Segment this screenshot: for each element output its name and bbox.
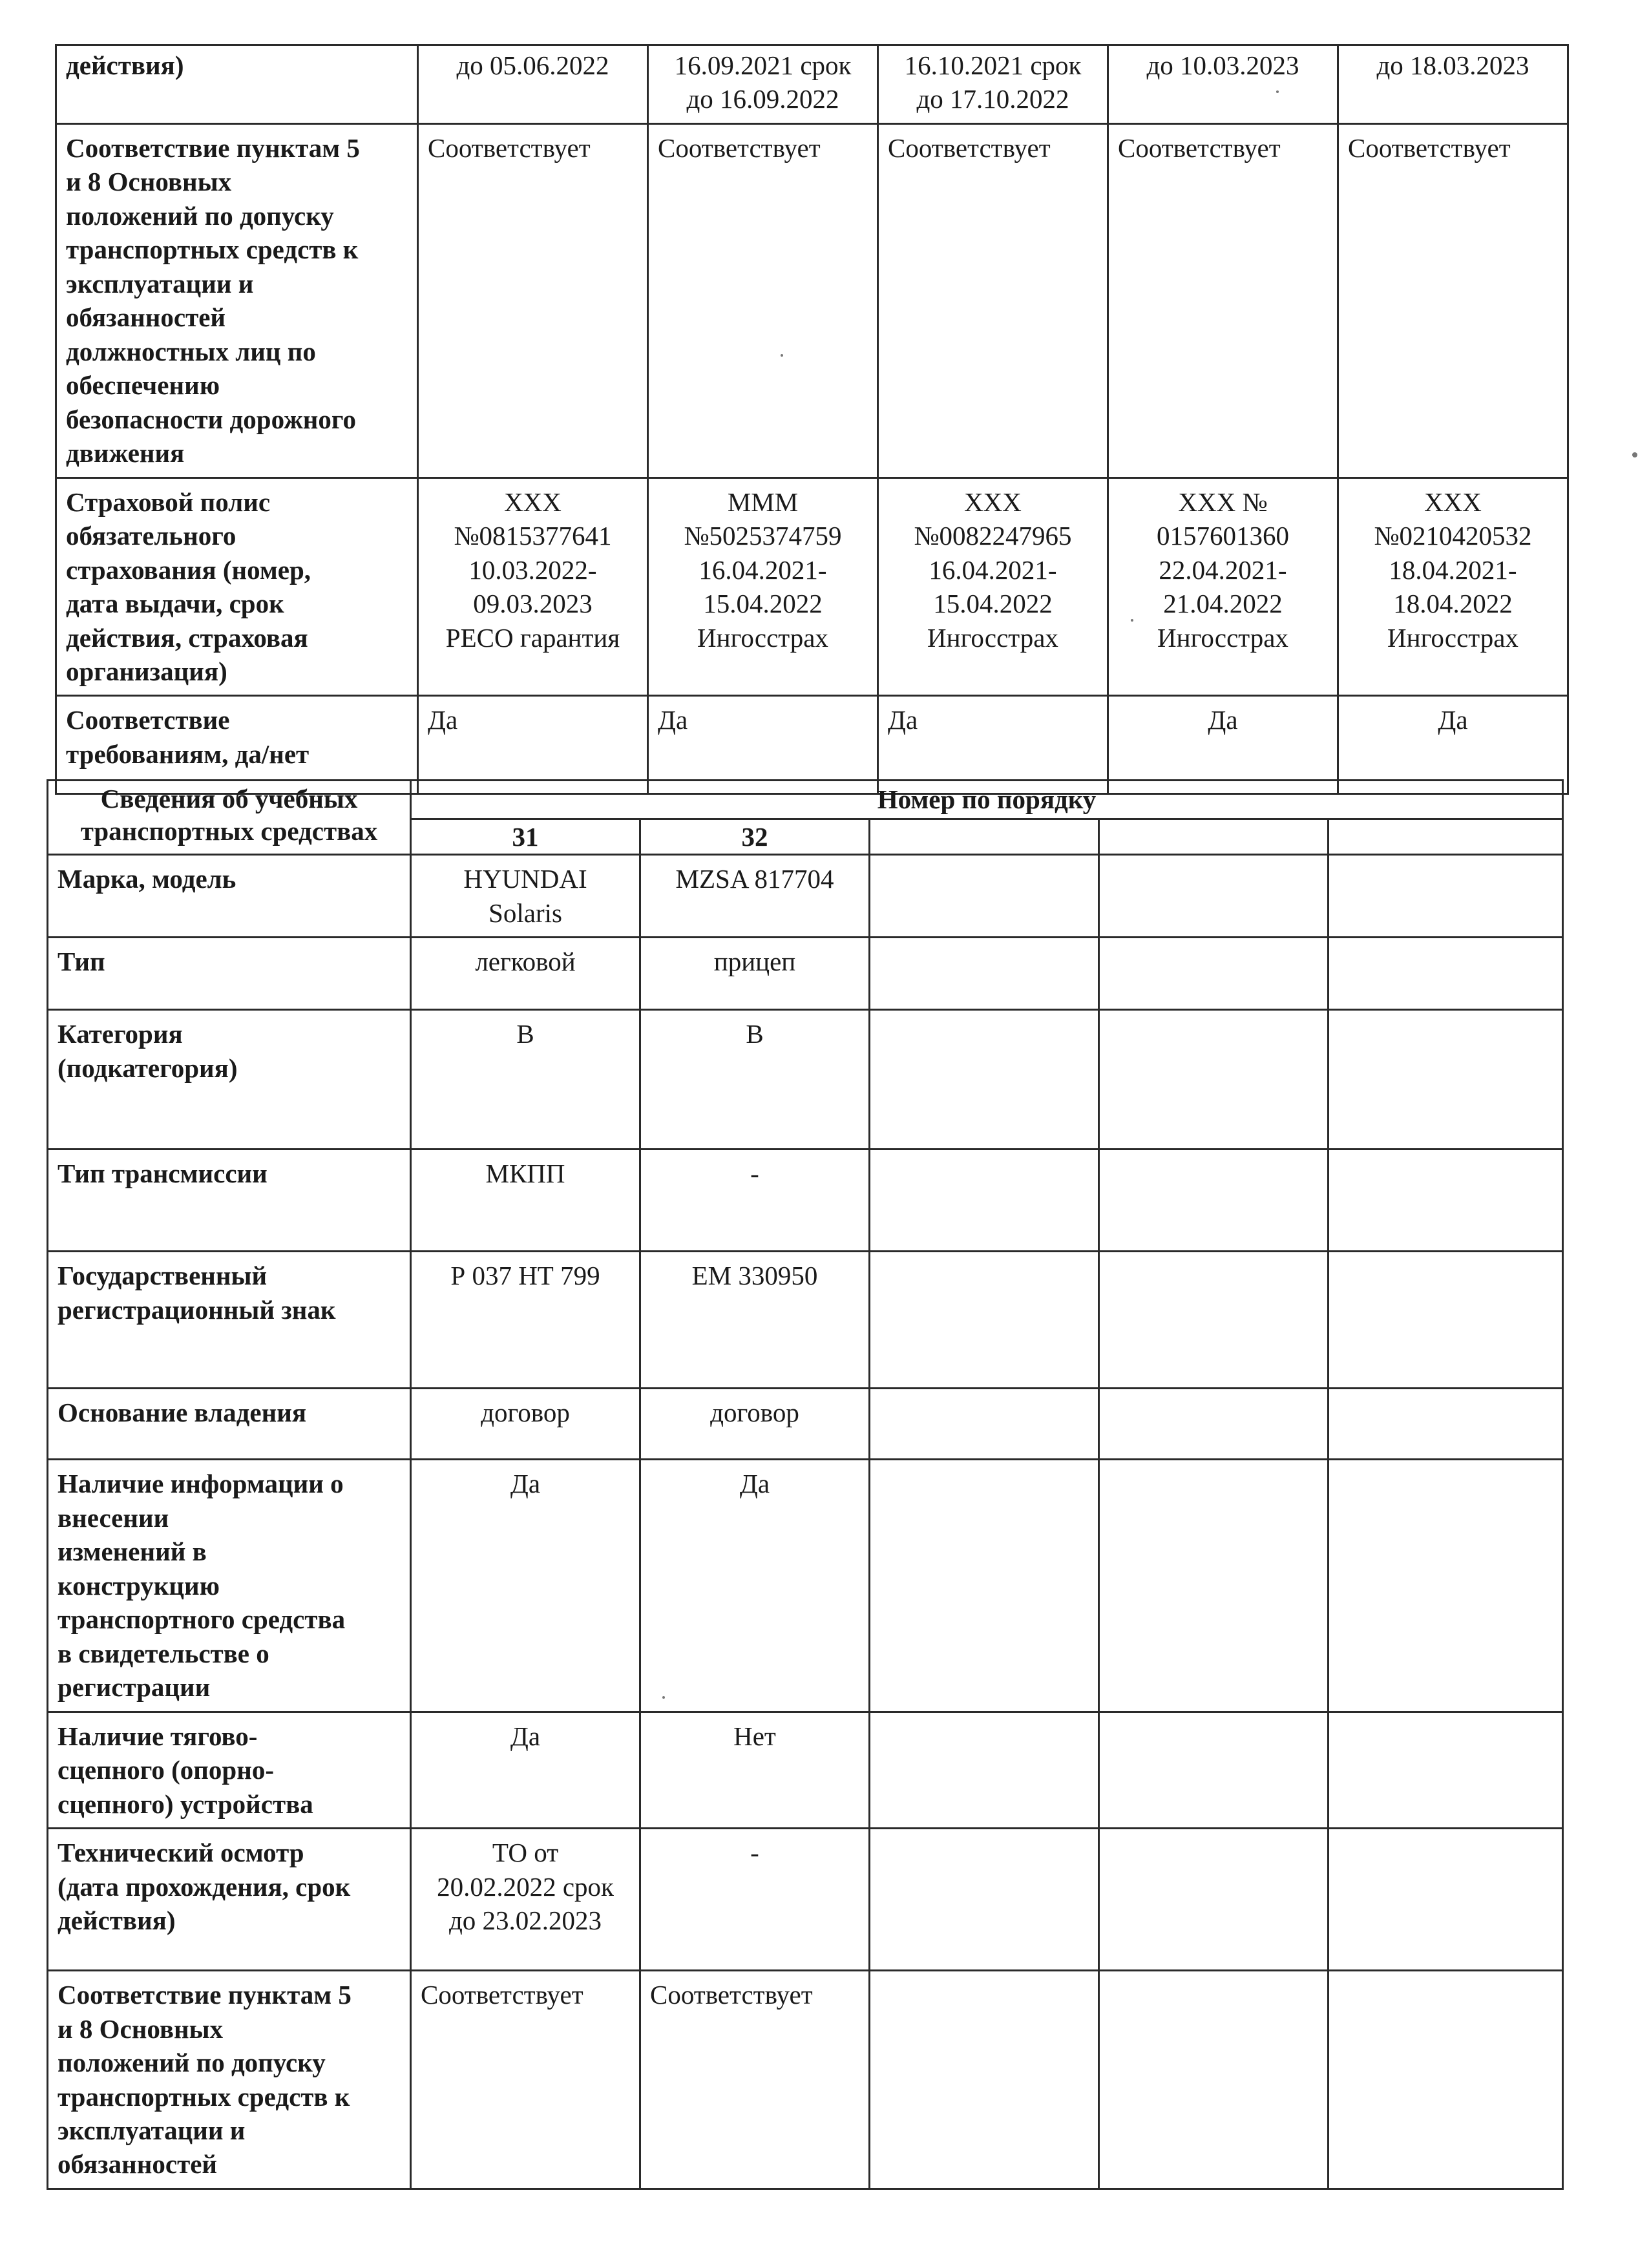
table-cell: Соответствует xyxy=(418,123,648,478)
table-cell xyxy=(1329,1460,1563,1712)
table-cell xyxy=(870,1010,1099,1150)
column-number xyxy=(870,819,1099,855)
scan-speck xyxy=(781,354,783,357)
table-cell xyxy=(870,1252,1099,1389)
table-cell xyxy=(1099,1460,1329,1712)
table-cell xyxy=(1099,855,1329,938)
table-cell: ХХХ №0210420532 18.04.2021- 18.04.2022 Ингосстрах xyxy=(1338,478,1568,696)
table-cell: В xyxy=(640,1010,870,1150)
row-label: Государственный регистрационный знак xyxy=(48,1252,411,1389)
table-row xyxy=(48,1829,1563,1971)
row-label: Марка, модель xyxy=(48,855,411,938)
table-row xyxy=(48,1010,1563,1150)
table-cell xyxy=(1329,1712,1563,1828)
table-cell xyxy=(1329,855,1563,938)
row-label: Основание владения xyxy=(48,1389,411,1460)
row-label: Страховой полис обязательного страхования (номер, дата выдачи, срок действия, страховая организация) xyxy=(56,478,418,696)
table-cell: MZSA 817704 xyxy=(640,855,870,938)
table-cell: - xyxy=(640,1829,870,1971)
table-row xyxy=(48,1712,1563,1828)
bottom-table xyxy=(47,779,1564,2190)
top-table xyxy=(55,44,1569,795)
table-cell: ХХХ №0082247965 16.04.2021- 15.04.2022 Ингосстрах xyxy=(878,478,1108,696)
table-cell: до 18.03.2023 xyxy=(1338,45,1568,124)
table-cell xyxy=(1329,1150,1563,1252)
table-cell: ЕМ 330950 xyxy=(640,1252,870,1389)
table-cell: Да xyxy=(1338,696,1568,794)
table-cell: Да xyxy=(418,696,648,794)
table-cell: МКПП xyxy=(411,1150,640,1252)
table-cell: договор xyxy=(640,1389,870,1460)
row-label: Наличие информации о внесении изменений в конструкцию транспортного средства в свидетельстве о регистрации xyxy=(48,1460,411,1712)
table-cell xyxy=(870,855,1099,938)
table-cell: В xyxy=(411,1010,640,1150)
table-cell: до 10.03.2023 xyxy=(1108,45,1338,124)
table-cell: Соответствует xyxy=(1108,123,1338,478)
table-cell: прицеп xyxy=(640,938,870,1010)
table-cell: до 05.06.2022 xyxy=(418,45,648,124)
table-row xyxy=(48,1971,1563,2189)
table-row xyxy=(56,123,1568,478)
table-cell: Да xyxy=(1108,696,1338,794)
table-cell: Да xyxy=(411,1712,640,1828)
row-label: Соответствие требованиям, да/нет xyxy=(56,696,418,794)
table-cell xyxy=(1099,1712,1329,1828)
scan-speck xyxy=(662,1696,665,1699)
table-row xyxy=(48,1150,1563,1252)
table-cell xyxy=(1099,1150,1329,1252)
table-cell: 16.09.2021 срок до 16.09.2022 xyxy=(648,45,878,124)
table-cell: Соответствует xyxy=(640,1971,870,2189)
table-cell xyxy=(1099,1971,1329,2189)
row-label: Тип xyxy=(48,938,411,1010)
row-label: Категория (подкатегория) xyxy=(48,1010,411,1150)
table-cell xyxy=(870,1712,1099,1828)
table-cell: МММ №5025374759 16.04.2021- 15.04.2022 Ингосстрах xyxy=(648,478,878,696)
table-cell: Нет xyxy=(640,1712,870,1828)
table-cell xyxy=(1329,1829,1563,1971)
row-label: Наличие тягово- сцепного (опорно- сцепного) устройства xyxy=(48,1712,411,1828)
table-cell: Да xyxy=(648,696,878,794)
table-cell: Соответствует xyxy=(878,123,1108,478)
table-row xyxy=(48,855,1563,938)
table-cell: Р 037 НТ 799 xyxy=(411,1252,640,1389)
table-cell: Да xyxy=(878,696,1108,794)
table-row xyxy=(56,478,1568,696)
table-row xyxy=(48,1389,1563,1460)
table-cell xyxy=(870,1971,1099,2189)
scan-speck xyxy=(1276,90,1279,93)
table-cell: 16.10.2021 срок до 17.10.2022 xyxy=(878,45,1108,124)
number-header: Номер по порядку xyxy=(411,781,1563,819)
table-cell xyxy=(1329,1389,1563,1460)
section-label: Сведения об учебных транспортных средствах xyxy=(48,781,411,855)
table-cell xyxy=(870,1150,1099,1252)
table-cell: Да xyxy=(411,1460,640,1712)
table-cell: ХХХ №0815377641 10.03.2022- 09.03.2023 РЕСО гарантия xyxy=(418,478,648,696)
scan-speck xyxy=(1632,452,1637,457)
table-cell: HYUNDAI Solaris xyxy=(411,855,640,938)
table-row xyxy=(56,45,1568,124)
column-number: 32 xyxy=(640,819,870,855)
table-cell: ХХХ № 0157601360 22.04.2021- 21.04.2022 Ингосстрах xyxy=(1108,478,1338,696)
table-cell xyxy=(870,1460,1099,1712)
table-cell: легковой xyxy=(411,938,640,1010)
column-number xyxy=(1099,819,1329,855)
table-cell: - xyxy=(640,1150,870,1252)
row-label: Тип трансмиссии xyxy=(48,1150,411,1252)
table-cell: договор xyxy=(411,1389,640,1460)
table-cell xyxy=(1329,1010,1563,1150)
column-number xyxy=(1329,819,1563,855)
table-cell: Соответствует xyxy=(1338,123,1568,478)
table-row xyxy=(48,1252,1563,1389)
table-cell xyxy=(870,1389,1099,1460)
row-label: Технический осмотр (дата прохождения, срок действия) xyxy=(48,1829,411,1971)
table-cell xyxy=(1099,1829,1329,1971)
table-cell xyxy=(1099,1252,1329,1389)
table-cell: Соответствует xyxy=(411,1971,640,2189)
table-cell xyxy=(1099,938,1329,1010)
table-cell xyxy=(1329,938,1563,1010)
scan-speck xyxy=(1131,619,1133,622)
table-cell xyxy=(1099,1010,1329,1150)
table-row xyxy=(48,938,1563,1010)
row-label: Соответствие пунктам 5 и 8 Основных положений по допуску транспортных средств к эксплуатации и обязанностей должностных лиц по обеспечению безопасности дорожного движения xyxy=(56,123,418,478)
table-cell: ТО от 20.02.2022 срок до 23.02.2023 xyxy=(411,1829,640,1971)
table-row xyxy=(48,1460,1563,1712)
table-cell: Соответствует xyxy=(648,123,878,478)
table-header-row xyxy=(48,781,1563,819)
table-cell xyxy=(870,1829,1099,1971)
row-label: Соответствие пунктам 5 и 8 Основных положений по допуску транспортных средств к эксплуатации и обязанностей xyxy=(48,1971,411,2189)
table-cell xyxy=(1099,1389,1329,1460)
table-cell xyxy=(1329,1252,1563,1389)
column-number: 31 xyxy=(411,819,640,855)
row-label: действия) xyxy=(56,45,418,124)
table-cell xyxy=(870,938,1099,1010)
table-cell xyxy=(1329,1971,1563,2189)
table-cell: Да xyxy=(640,1460,870,1712)
